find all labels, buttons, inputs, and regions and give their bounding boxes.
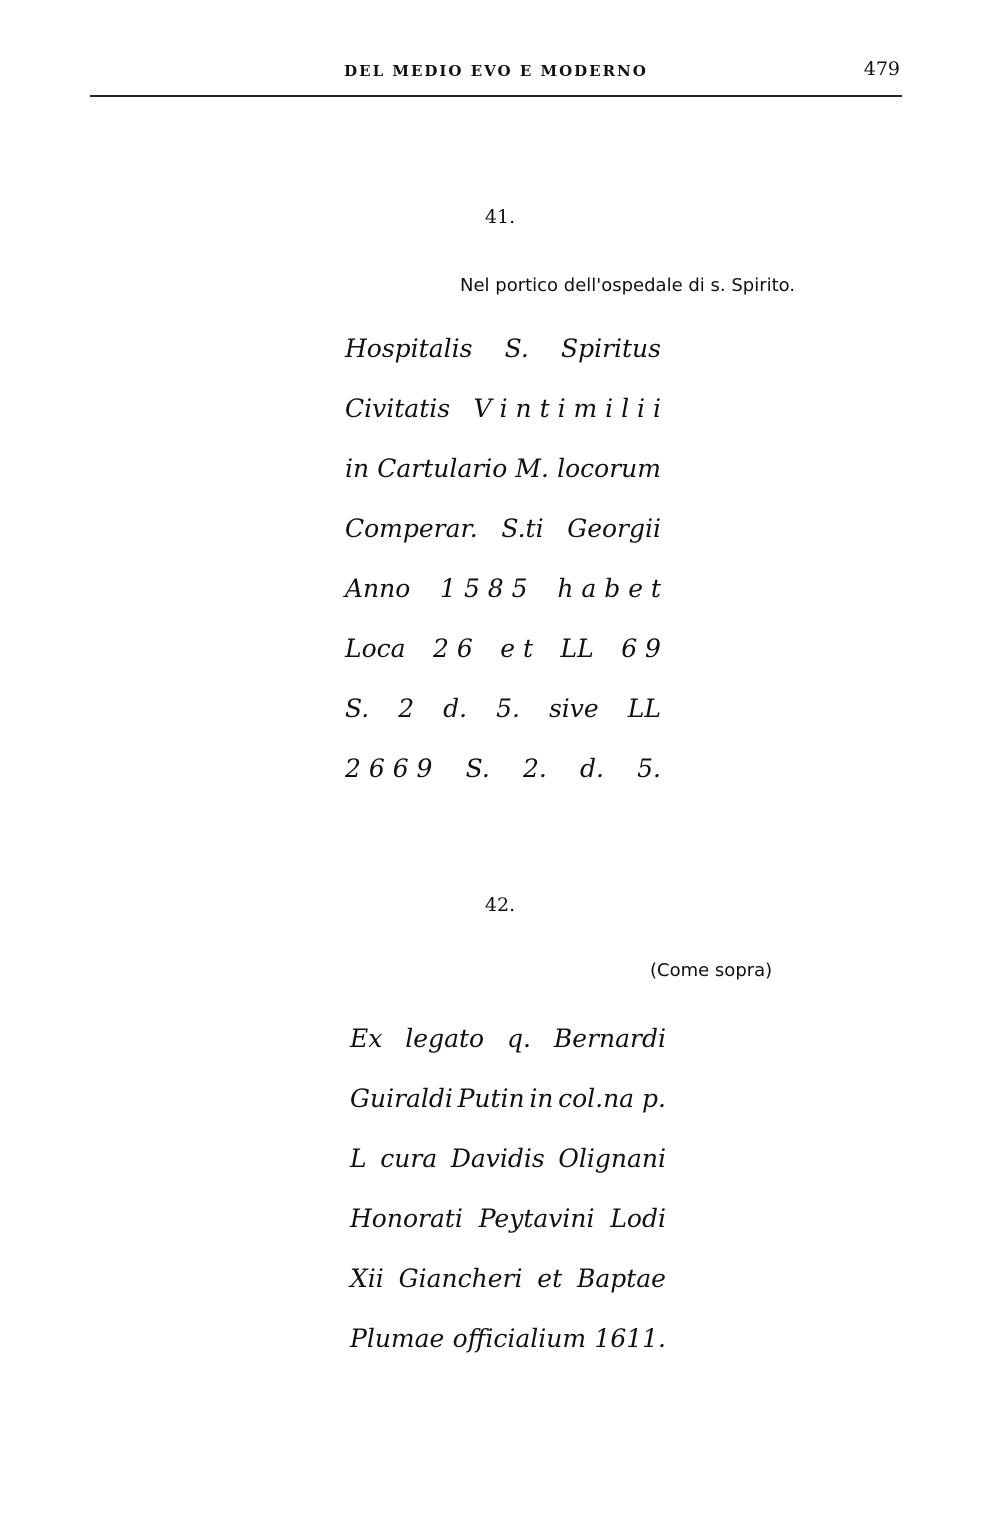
inscription-line — [350, 1201, 666, 1237]
inscription-word: Giancheri — [398, 1264, 523, 1293]
inscription-word: Loca — [345, 634, 406, 663]
inscription-word: d. — [443, 694, 468, 723]
inscription-line — [350, 1081, 666, 1117]
inscription-word: L — [350, 1144, 367, 1173]
inscription-word: Hospitalis — [345, 334, 473, 363]
inscription-word: Olignani — [558, 1144, 666, 1173]
inscription-word: V i n t i m i l i i — [473, 394, 661, 423]
inscription-word: 6 9 — [621, 634, 661, 663]
inscription-word: 5. — [496, 694, 520, 723]
inscription-word: locorum — [557, 454, 661, 483]
inscription-word: q. — [507, 1024, 531, 1053]
inscription-line — [345, 631, 661, 667]
inscription-word: 1 5 8 5 — [440, 574, 528, 603]
inscription-word: Plumae — [350, 1324, 445, 1353]
inscription-word: LL — [560, 634, 594, 663]
inscription-word: d. — [579, 754, 604, 783]
inscription-word: Civitatis — [345, 394, 451, 423]
inscription-word: S.ti — [501, 514, 544, 543]
inscription-word: e t — [500, 634, 534, 663]
inscription-word: Putin — [457, 1084, 525, 1113]
running-title: DEL MEDIO EVO E MODERNO — [344, 62, 648, 80]
inscription-word: Guiraldi — [350, 1084, 453, 1113]
inscription-word: S. — [465, 754, 490, 783]
inscription-word: 2 6 6 9 — [345, 754, 433, 783]
inscription-line — [350, 1261, 666, 1297]
inscription-line — [345, 571, 661, 607]
page-number: 479 — [863, 58, 900, 80]
entry-number: 42. — [484, 894, 516, 916]
inscription-word: Bernardi — [553, 1024, 666, 1053]
inscription-42 — [350, 1021, 670, 1361]
inscription-word: Comperar. — [345, 514, 478, 543]
inscription-word: Cartulario — [377, 454, 508, 483]
inscription-word: 2. — [522, 754, 547, 783]
inscription-word: et — [537, 1264, 563, 1293]
inscription-line — [350, 1021, 666, 1057]
inscription-word: Xii — [350, 1264, 384, 1293]
inscription-line — [350, 1321, 666, 1357]
inscription-word: h a b e t — [557, 574, 661, 603]
inscription-line — [345, 511, 661, 547]
inscription-word: S. — [504, 334, 529, 363]
inscription-word: col.na p. — [558, 1084, 666, 1113]
inscription-word: officialium — [452, 1324, 587, 1353]
inscription-word: Lodi — [610, 1204, 666, 1233]
inscription-41 — [345, 331, 665, 791]
inscription-word: Ex — [350, 1024, 383, 1053]
inscription-word: Peytavini — [478, 1204, 595, 1233]
inscription-word: in — [345, 454, 370, 483]
inscription-word: Georgii — [567, 514, 661, 543]
running-head — [90, 58, 902, 88]
inscription-word: 2 — [398, 694, 415, 723]
inscription-word: M. — [515, 454, 549, 483]
inscription-line — [345, 751, 661, 787]
entry-number: 41. — [484, 206, 516, 228]
inscription-word: in — [529, 1084, 554, 1113]
inscription-line — [350, 1141, 666, 1177]
inscription-word: Davidis — [450, 1144, 545, 1173]
inscription-word: legato — [405, 1024, 485, 1053]
entry-caption: Nel portico dell'ospedale di s. Spirito. — [460, 275, 796, 296]
inscription-word: 1611. — [594, 1324, 666, 1353]
entry-caption: (Come sopra) — [650, 960, 773, 981]
inscription-word: 5. — [637, 754, 661, 783]
inscription-word: LL — [627, 694, 661, 723]
inscription-word: S. — [345, 694, 370, 723]
inscription-word: Baptae — [576, 1264, 666, 1293]
inscription-line — [345, 391, 661, 427]
inscription-word: 2 6 — [433, 634, 473, 663]
inscription-word: cura — [380, 1144, 438, 1173]
inscription-line — [345, 331, 661, 367]
inscription-line — [345, 691, 661, 727]
inscription-word: sive — [548, 694, 599, 723]
header-rule — [90, 95, 902, 97]
inscription-word: Anno — [345, 574, 411, 603]
inscription-line — [345, 451, 661, 487]
inscription-word: Honorati — [350, 1204, 463, 1233]
inscription-word: Spiritus — [560, 334, 661, 363]
